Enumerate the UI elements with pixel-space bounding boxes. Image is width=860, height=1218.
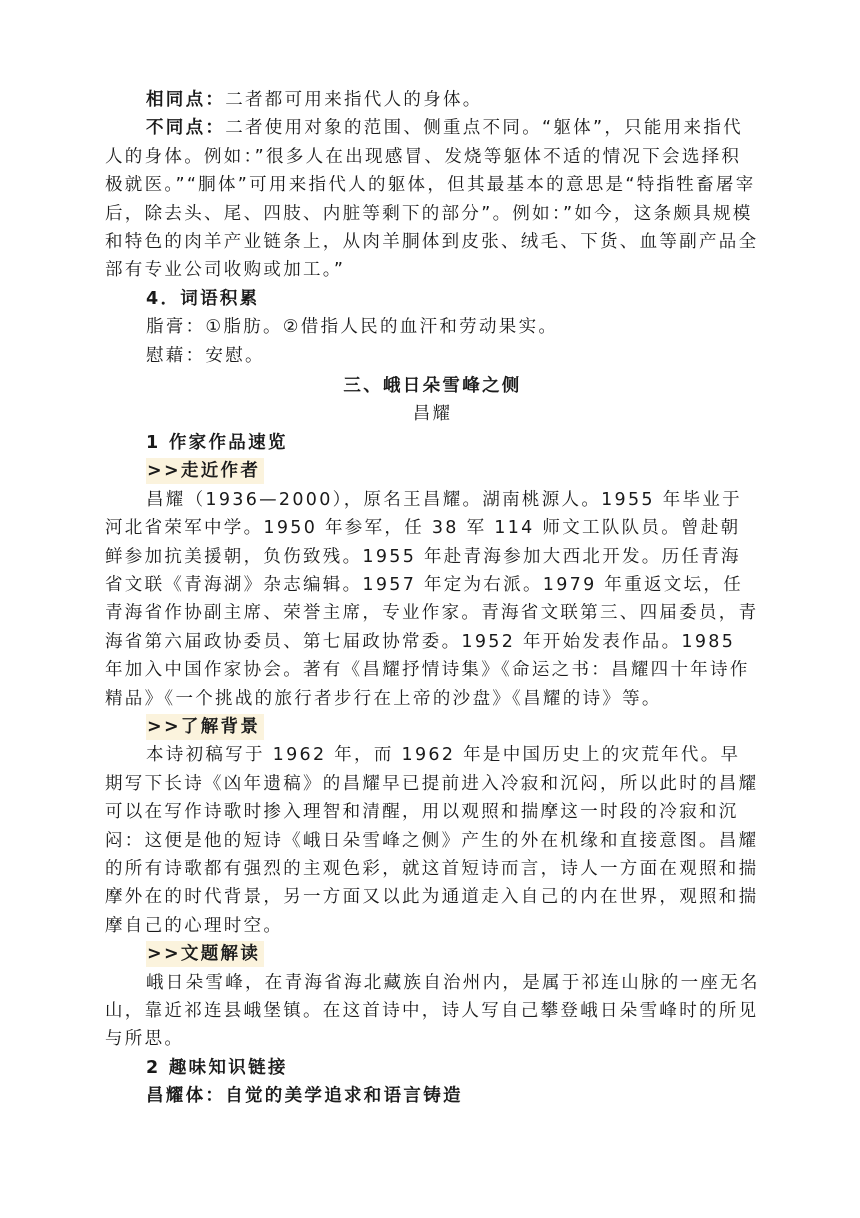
similarity-text: 二者都可用来指代人的身体。 (225, 90, 483, 110)
author-bio: 昌耀（1936—2000），原名王昌耀。湖南桃源人。1955 年毕业于河北省荣军中学。1950 年参军，任 38 军 114 师文工队队员。曾赴朝鲜参加抗美援朝，负伤致残。1955 年赴青海参加大西北开发。历任青海省文联《青海湖》杂志编辑。1957 年定为右派。1979 年重返文坛，任青海省作协副主席、荣誉主席，专业作家。青海省文联第三、四届委员，青海省第六届政协委员、第七届政协常委。1952 年开始发表作品。1985 年加入中国作家协会。著有《昌耀抒情诗集》《命运之书：昌耀四十年诗作精品》《一个挑战的旅行者步行在上帝的沙盘》《昌耀的诗》等。 (105, 489, 759, 709)
overview-heading: 1 作家作品速览 (146, 432, 288, 453)
section-title: 三、峨日朵雪峰之侧 (343, 376, 522, 397)
poem-author: 昌耀 (412, 404, 453, 425)
paragraph-similarity (105, 86, 760, 114)
tag-author: >>走近作者 (146, 458, 264, 484)
style-heading: 昌耀体：自觉的美学追求和语言铸造 (146, 1086, 463, 1107)
fun-heading: 2 趣味知识链接 (146, 1057, 288, 1078)
tag-row (105, 713, 760, 741)
vocab-item: 慰藉：安慰。 (146, 345, 265, 366)
background-text: 本诗初稿写于 1962 年，而 1962 年是中国历史上的灾荒年代。早期写下长诗《凶年遗稿》的昌耀早已提前进入冷寂和沉闷，所以此时的昌耀可以在写作诗歌时掺入理智和清醒，用以观照和揣摩这一时段的冷寂和沉闷：这便是他的短诗《峨日朵雪峰之侧》产生的外在机缘和直接意图。昌耀的所有诗歌都有强烈的主观色彩，就这首短诗而言，诗人一方面在观照和揣摩外在的时代背景，另一方面又以此为通道走入自己的内在世界，观照和揣摩自己的心理时空。 (105, 745, 759, 936)
title-interpretation: 峨日朵雪峰，在青海省海北藏族自治州内，是属于祁连山脉的一座无名山，靠近祁连县峨堡镇。在这首诗中，诗人写自己攀登峨日朵雪峰时的所见与所思。 (105, 972, 760, 1050)
difference-text: 二者使用对象的范围、侧重点不同。“躯体”，只能用来指代人的身体。例如：”很多人在出现感冒、发烧等躯体不适的情况下会选择积极就医。”“胴体”可用来指代人的躯体，但其最基本的意思是“特指牲畜屠宰后，除去头、尾、四肢、内脏等剩下的部分”。例如：”如今，这条颇具规模和特色的肉羊产业链条上，从肉羊胴体到皮张、绒毛、下货、血等副产品全部有专业公司收购或加工。” (105, 118, 759, 281)
vocab-item: 脂膏：①脂肪。②借指人民的血汗和劳动果实。 (146, 317, 559, 338)
similarity-label: 相同点： (146, 90, 226, 110)
tag-row (105, 940, 760, 968)
tag-background: >>了解背景 (146, 714, 264, 740)
tag-title: >>文题解读 (146, 941, 264, 967)
paragraph-difference (105, 114, 760, 284)
vocab-heading: 4．词语积累 (146, 288, 260, 309)
difference-label: 不同点： (146, 118, 226, 139)
document-page (105, 86, 760, 1111)
tag-row (105, 457, 760, 485)
